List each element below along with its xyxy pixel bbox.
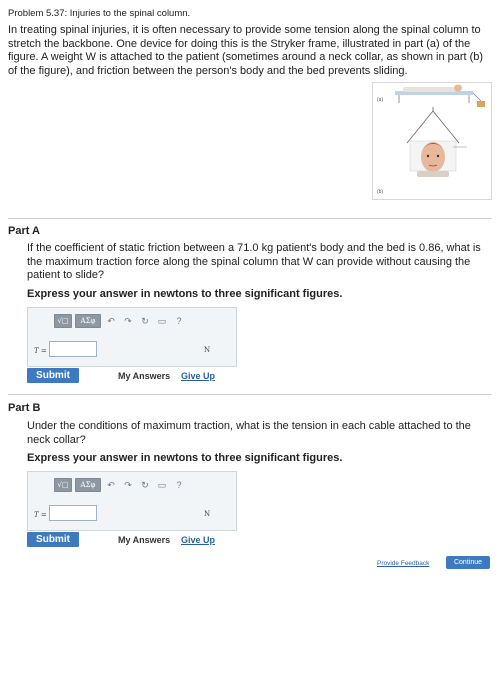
submit-button[interactable]: Submit <box>27 532 79 547</box>
unit-label: N <box>204 346 211 354</box>
my-answers-link[interactable]: My Answers <box>118 535 171 545</box>
figure-label-b: (b) <box>377 189 384 195</box>
answer-input[interactable] <box>49 341 97 357</box>
part-b-title: Part B <box>8 402 41 414</box>
unit-label: N <box>204 510 211 518</box>
reset-icon[interactable]: ↻ <box>141 479 149 490</box>
figure-label-a: (a) <box>377 97 384 103</box>
templates-button[interactable]: √□ <box>54 314 72 328</box>
problem-intro: In treating spinal injuries, it is often necessary to provide some tension along the spinal column to stretch the backbone. One device for doing this is the Stryker frame, illustrated in part (a) of the figure. A weight W is attached to the patient (sometimes around a neck collar, as shown in part (b) of the figure), and friction between the person's body and the bed prevents sliding. <box>8 24 484 77</box>
symbols-button[interactable]: AΣφ <box>75 314 101 328</box>
provide-feedback-link[interactable]: Provide Feedback <box>377 560 430 567</box>
variable-label: T = <box>34 347 47 355</box>
templates-button[interactable]: √□ <box>54 478 72 492</box>
keyboard-icon[interactable]: ▭ <box>157 315 167 326</box>
part-a-answer-box <box>27 307 237 367</box>
divider-part-a <box>8 218 492 219</box>
redo-icon[interactable]: ↷ <box>124 479 132 490</box>
part-b-answer-box <box>27 471 237 531</box>
answer-input[interactable] <box>49 505 97 521</box>
part-a-title: Part A <box>8 225 40 237</box>
variable-label: T = <box>34 511 47 519</box>
give-up-link[interactable]: Give Up <box>181 535 216 545</box>
part-a-question: If the coefficient of static friction between a 71.0 kg patient's body and the bed is 0.86, what is the maximum traction force along the spinal column that W can provide without causing the patient to slide? <box>27 242 481 281</box>
help-icon[interactable]: ? <box>176 480 182 490</box>
give-up-link[interactable]: Give Up <box>181 371 216 381</box>
math-toolbar <box>54 478 186 492</box>
my-answers-link[interactable]: My Answers <box>118 371 171 381</box>
problem-title: Problem 5.37: Injuries to the spinal column. <box>8 8 191 19</box>
symbols-button[interactable]: AΣφ <box>75 478 101 492</box>
undo-icon[interactable]: ↶ <box>107 315 115 326</box>
part-b-question: Under the conditions of maximum traction, what is the tension in each cable attached to the neck collar? <box>27 420 471 446</box>
redo-icon[interactable]: ↷ <box>124 315 132 326</box>
submit-button[interactable]: Submit <box>27 368 79 383</box>
divider-part-b <box>8 394 492 395</box>
stryker-frame-figure <box>372 82 492 200</box>
help-icon[interactable]: ? <box>176 316 182 326</box>
part-a-instruction: Express your answer in newtons to three significant figures. <box>27 288 343 300</box>
math-toolbar <box>54 314 186 328</box>
undo-icon[interactable]: ↶ <box>107 479 115 490</box>
part-b-instruction: Express your answer in newtons to three significant figures. <box>27 452 343 464</box>
reset-icon[interactable]: ↻ <box>141 315 149 326</box>
figure-illustration <box>373 83 493 201</box>
continue-button[interactable]: Continue <box>446 556 490 569</box>
keyboard-icon[interactable]: ▭ <box>157 479 167 490</box>
